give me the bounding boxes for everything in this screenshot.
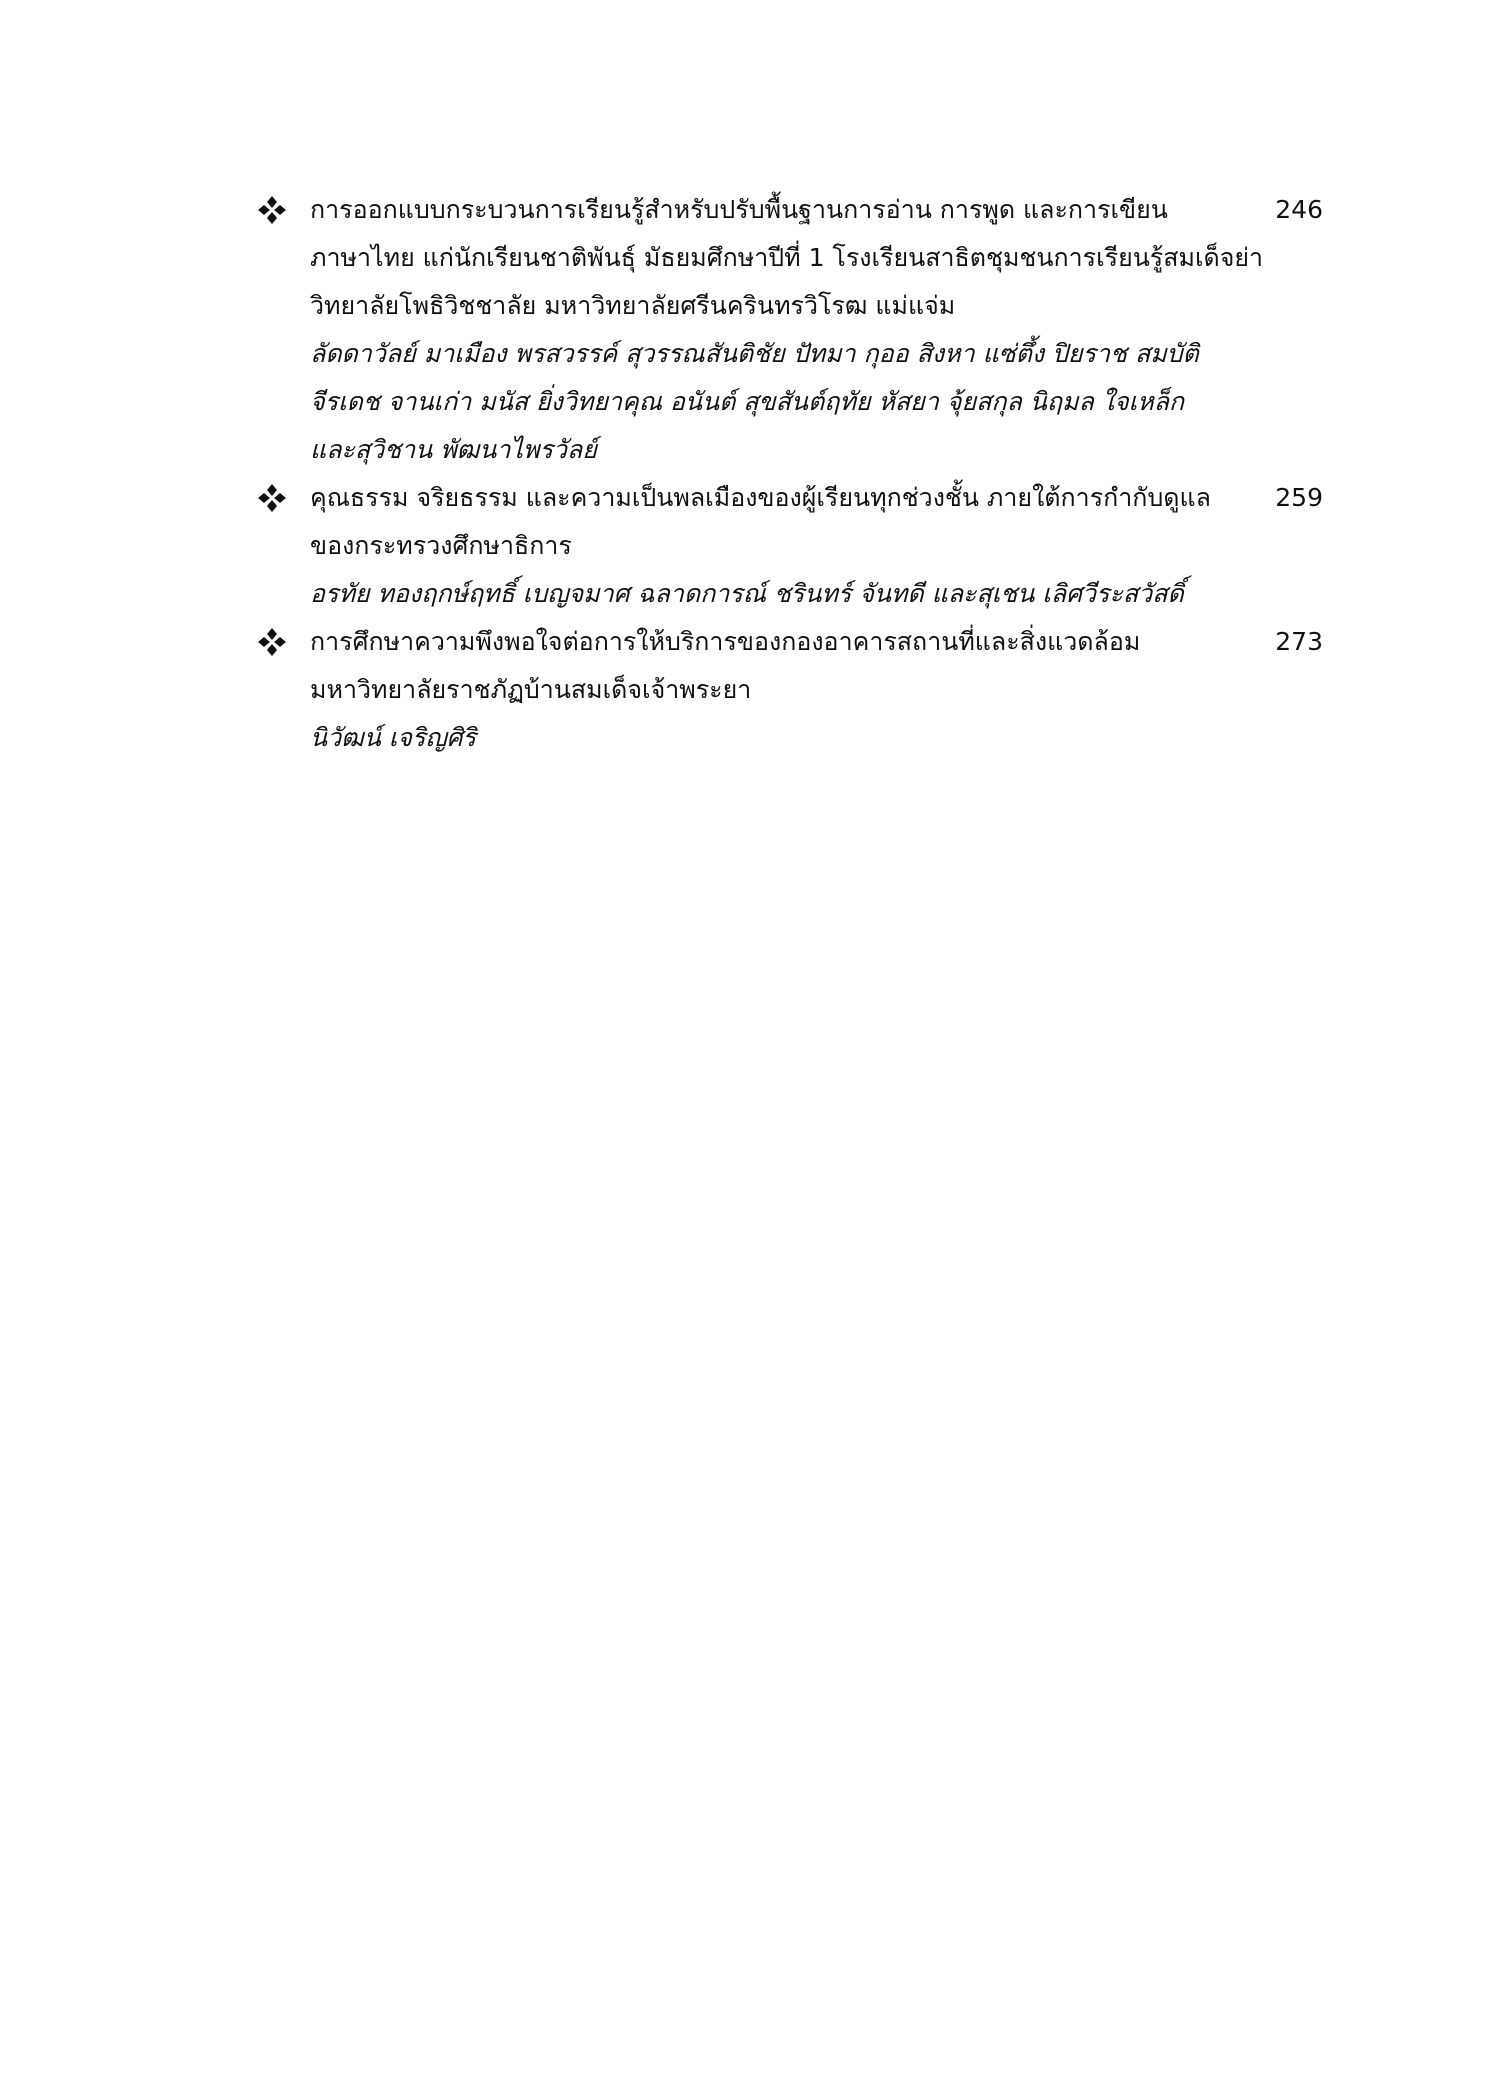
four-diamond-icon xyxy=(248,474,296,522)
toc-page-number: 273 xyxy=(1275,627,1323,656)
toc-entry xyxy=(248,474,1323,618)
toc-page-number: 259 xyxy=(1275,483,1323,512)
toc-title-line: ภาษาไทย แก่นักเรียนชาติพันธุ์ มัธยมศึกษาปีที่ 1 โรงเรียนสาธิตชุมชนการเรียนรู้สมเด็จย่า xyxy=(310,243,1264,272)
four-diamond-icon xyxy=(248,618,296,666)
four-diamond-icon xyxy=(248,186,296,234)
toc-title-line: คุณธรรม จริยธรรม และความเป็นพลเมืองของผู้เรียนทุกช่วงชั้น ภายใต้การกำกับดูแล xyxy=(310,483,1211,512)
toc-author-line: อรทัย ทองฤกษ์ฤทธิ์ เบญจมาศ ฉลาดการณ์ ชรินทร์ จันทดี และสุเชน เลิศวีระสวัสดิ์ xyxy=(310,579,1184,608)
toc-author-line: และสุวิชาน พัฒนาไพรวัลย์ xyxy=(310,435,597,464)
toc-title-line: วิทยาลัยโพธิวิชชาลัย มหาวิทยาลัยศรีนครินทรวิโรฒ แม่แจ่ม xyxy=(310,291,956,320)
table-of-contents xyxy=(248,186,1323,762)
toc-entry xyxy=(248,618,1323,762)
toc-author-line: นิวัฒน์ เจริญศิริ xyxy=(310,723,476,752)
toc-author-line: จีรเดช จานเก่า มนัส ยิ่งวิทยาคุณ อนันต์ สุขสันต์ฤทัย หัสยา จุ้ยสกุล นิฤมล ใจเหล็ก xyxy=(310,387,1185,416)
toc-entry xyxy=(248,186,1323,474)
toc-title-line: การออกแบบกระบวนการเรียนรู้สำหรับปรับพื้นฐานการอ่าน การพูด และการเขียน xyxy=(310,195,1168,224)
toc-author-line: ลัดดาวัลย์ มาเมือง พรสวรรค์ สุวรรณสันติชัย ปัทมา กุออ สิงหา แซ่ตึ้ง ปิยราช สมบัติ xyxy=(310,339,1199,368)
toc-title-line: การศึกษาความพึงพอใจต่อการให้บริการของกองอาคารสถานที่และสิ่งแวดล้อม xyxy=(310,627,1141,656)
toc-page-number: 246 xyxy=(1275,195,1323,224)
toc-title-line: ของกระทรวงศึกษาธิการ xyxy=(310,531,572,560)
toc-title-line: มหาวิทยาลัยราชภัฏบ้านสมเด็จเจ้าพระยา xyxy=(310,675,752,704)
